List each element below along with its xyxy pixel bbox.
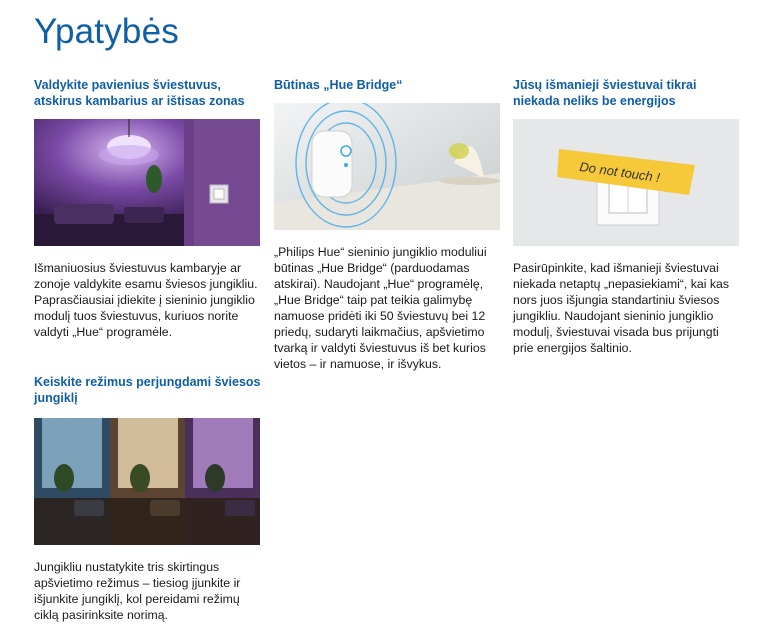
feature-image-lighting-modes [34, 418, 260, 545]
living-room-illustration [34, 119, 260, 246]
feature-description: Jungikliu nustatykite tris skirtingus apšvietimo režimus – tiesiog įjunkite ir išjunkite jungiklį, kol pereidami režimų ciklą pasirinksite norimą. [34, 560, 241, 622]
feature-heading: Keiskite režimus perjungdami šviesos jungiklį [34, 375, 261, 405]
feature-image-wall-switch [513, 119, 739, 246]
page-title: Ypatybės [34, 12, 179, 51]
hue-bridge-illustration [274, 103, 500, 230]
lighting-modes-illustration [34, 418, 260, 545]
feature-card-modes [34, 374, 262, 623]
feature-heading: Valdykite pavienius šviestuvus, atskirus kambarius ar ištisas zonas [34, 78, 245, 108]
feature-description: Išmaniuosius šviestuvus kambaryje ar zonoje valdykite esamu šviesos jungikliu. Paprasčiausiai įdiekite į sieninio jungiklio modulį tuos šviestuvus, kuriuos norite valdyti „Hue“ programėle. [34, 261, 258, 339]
feature-image-hue-bridge [274, 103, 500, 230]
feature-image-living-room [34, 119, 260, 246]
feature-card-power [513, 77, 741, 356]
wall-switch-illustration [513, 119, 739, 246]
sticky-note-text: Do not touch ! [578, 158, 661, 186]
feature-heading: Būtinas „Hue Bridge“ [274, 78, 403, 92]
feature-description: Pasirūpinkite, kad išmanieji šviestuvai niekada netaptų „nepasiekiami“, kai kas nors juos išjungia standartiniu šviesos jungikliu. Naudojant sieninio jungiklio modulį, šviestuvai visada bus prijungti prie energijos šaltinio. [513, 261, 730, 355]
feature-card-hue-bridge [274, 77, 502, 372]
feature-description: „Philips Hue“ sieninio jungiklio moduliui būtinas „Hue Bridge“ (parduodamas atskirai). Naudojant „Hue“ programėlę, „Hue Bridge“ taip pat teikia galimybę namuose pridėti iki 50 šviestuvų bei 12 priedų, sudaryti laikmačius, apšvietimo tvarką ir valdyti šviestuvus iš bet kurios vietos – ir namuose, ir išvykus. [274, 245, 487, 371]
feature-heading: Jūsų išmanieji šviestuvai tikrai niekada neliks be energijos [513, 78, 697, 108]
feature-card-individual-control [34, 77, 262, 340]
